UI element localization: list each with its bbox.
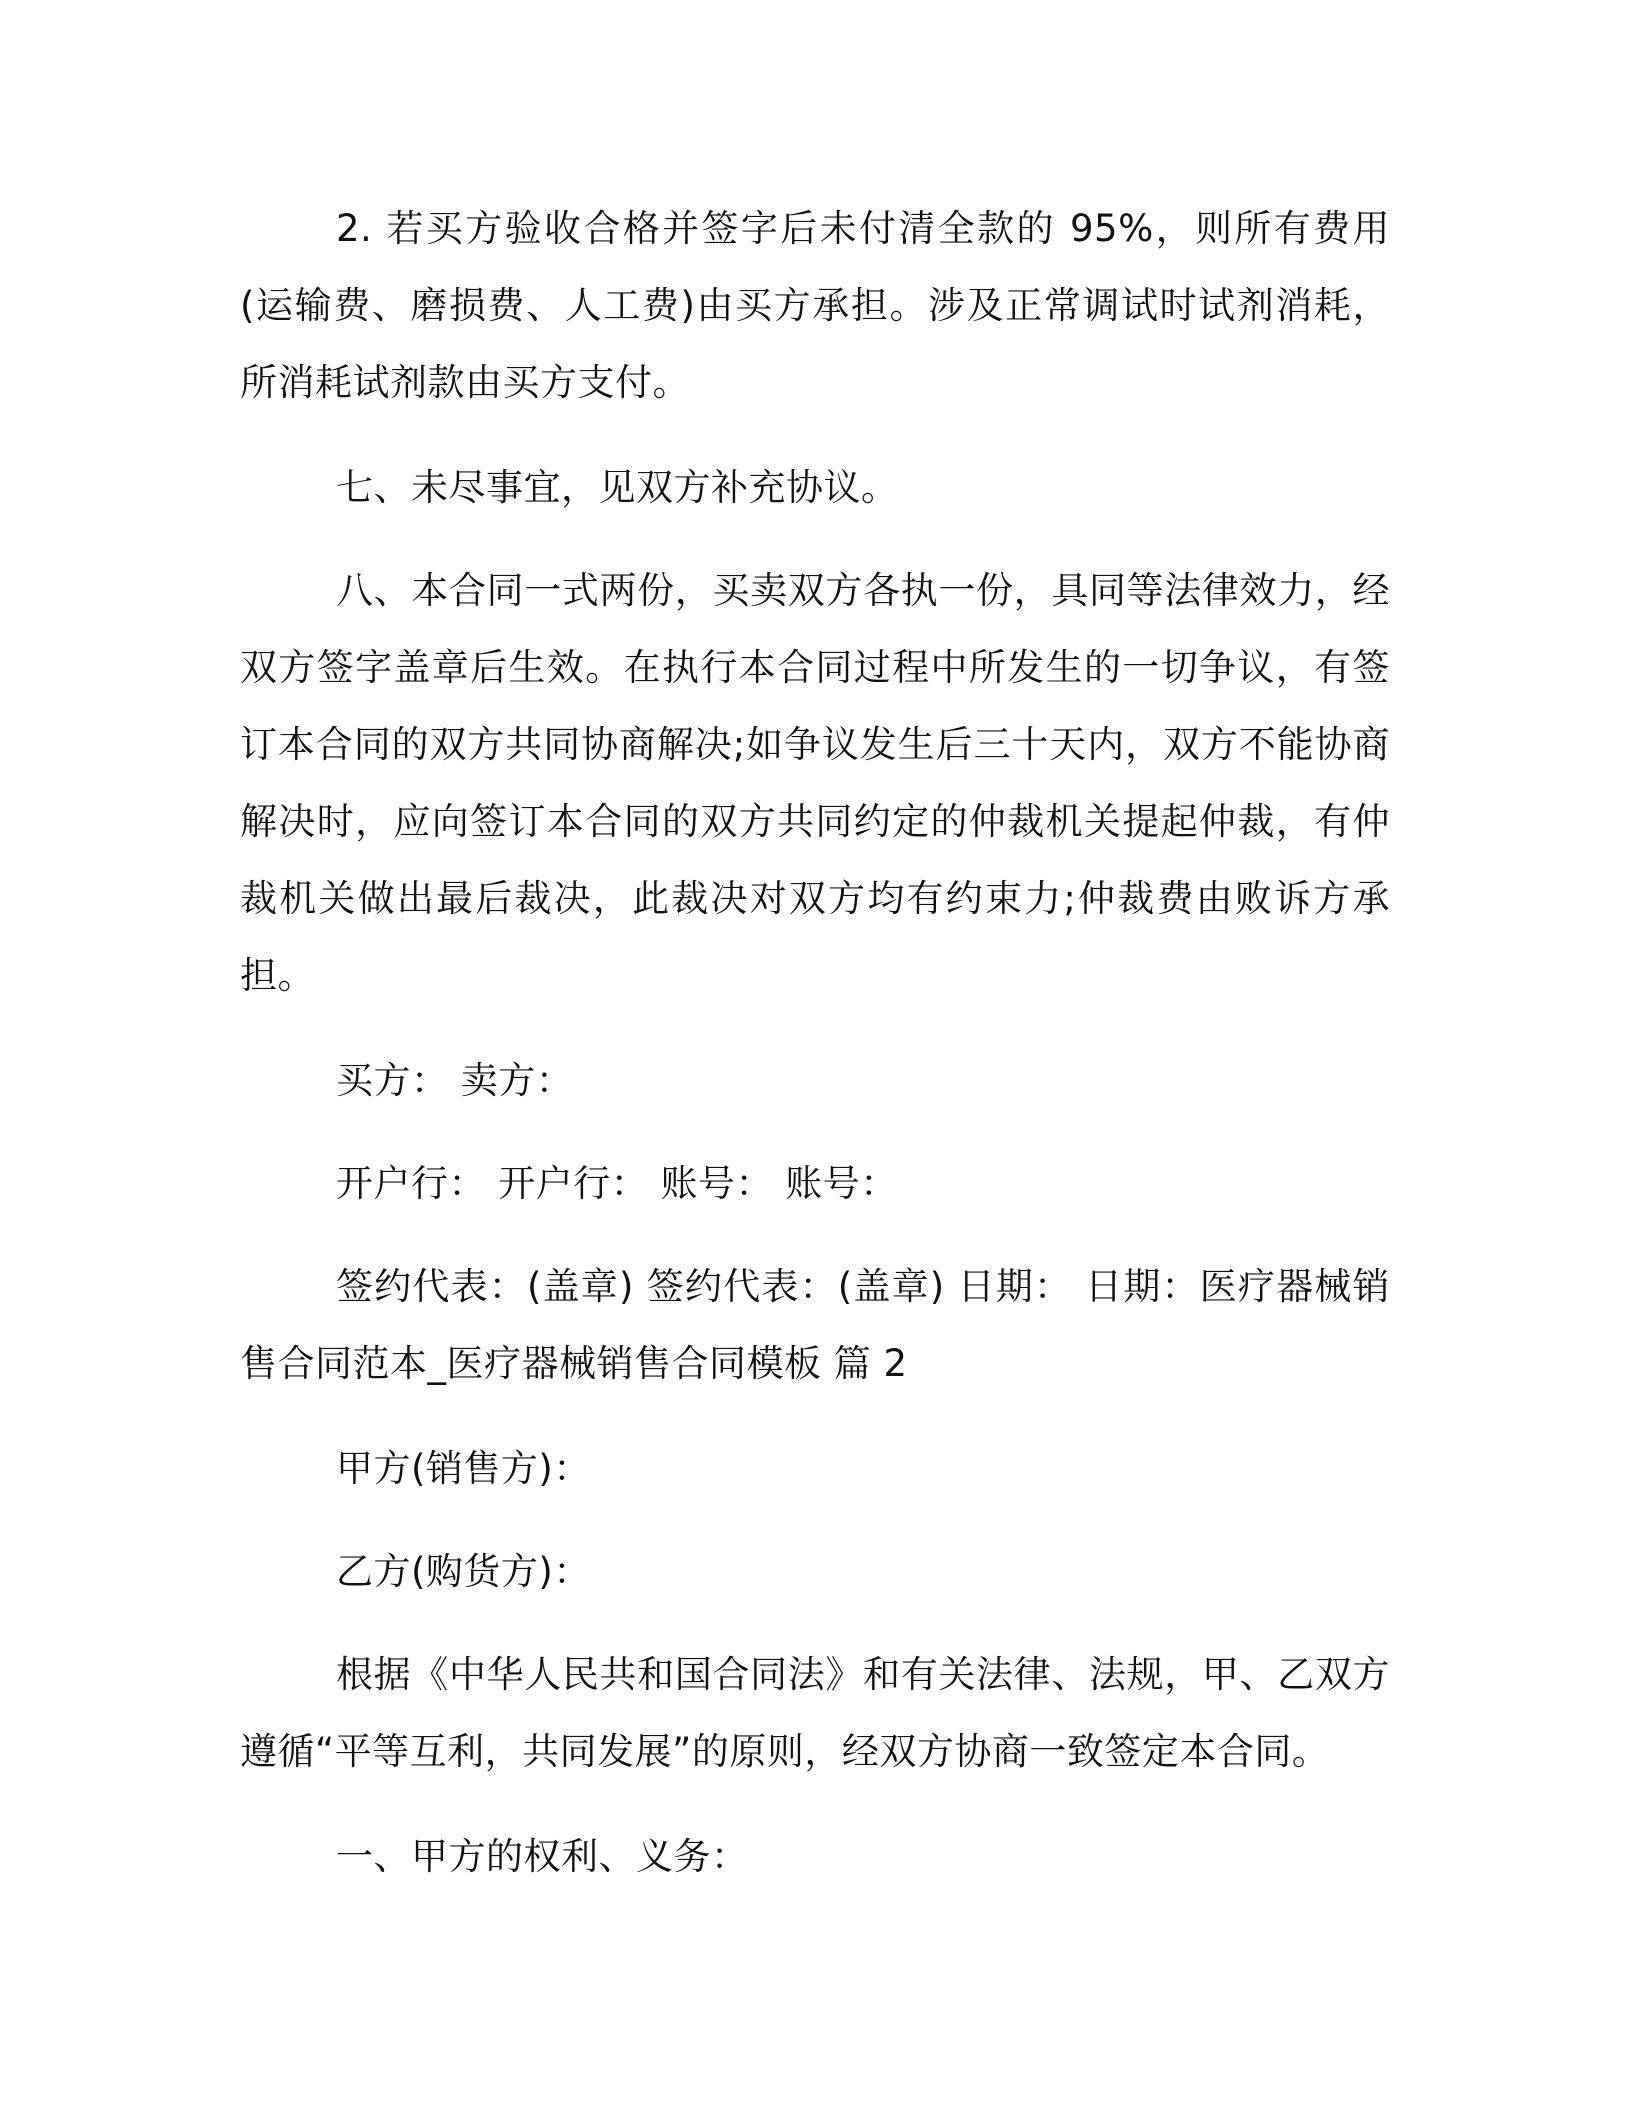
paragraph-clause-eight: 八、本合同一式两份，买卖双方各执一份，具同等法律效力，经双方签字盖章后生效。在执行本合同过程中所发生的一切争议，有签订本合同的双方共同协商解决;如争议发生后三十天内，双方不能协商解决时，应向签订本合同的双方共同约定的仲裁机关提起仲裁，有仲裁机关做出最后裁决，此裁决对双方均有约束力;仲裁费由败诉方承担。 — [240, 569, 1390, 997]
paragraph-section-one-heading: 一、甲方的权利、义务： — [336, 1835, 749, 1878]
paragraph-clause-seven: 七、未尽事宜，见双方补充协议。 — [336, 466, 899, 509]
paragraph-signatures-title: 签约代表：(盖章) 签约代表：(盖章) 日期： 日期：医疗器械销售合同范本_医疗器械销售合同模板 篇 2 — [240, 1265, 1390, 1385]
document-page — [240, 190, 1390, 1921]
paragraph-party-b: 乙方(购货方)： — [336, 1550, 591, 1593]
paragraph-party-a: 甲方(销售方)： — [336, 1447, 591, 1490]
paragraph-legal-basis: 根据《中华人民共和国合同法》和有关法律、法规，甲、乙双方遵循“平等互利，共同发展”的原则，经双方协商一致签定本合同。 — [240, 1653, 1390, 1773]
paragraph-bank-accounts: 开户行： 开户行： 账号： 账号： — [336, 1162, 898, 1205]
paragraph-payment-terms: 2. 若买方验收合格并签字后未付清全款的 95%，则所有费用(运输费、磨损费、人工费)由买方承担。涉及正常调试时试剂消耗，所消耗试剂款由买方支付。 — [240, 207, 1390, 404]
paragraph-buyer-seller: 买方： 卖方： — [336, 1059, 574, 1102]
